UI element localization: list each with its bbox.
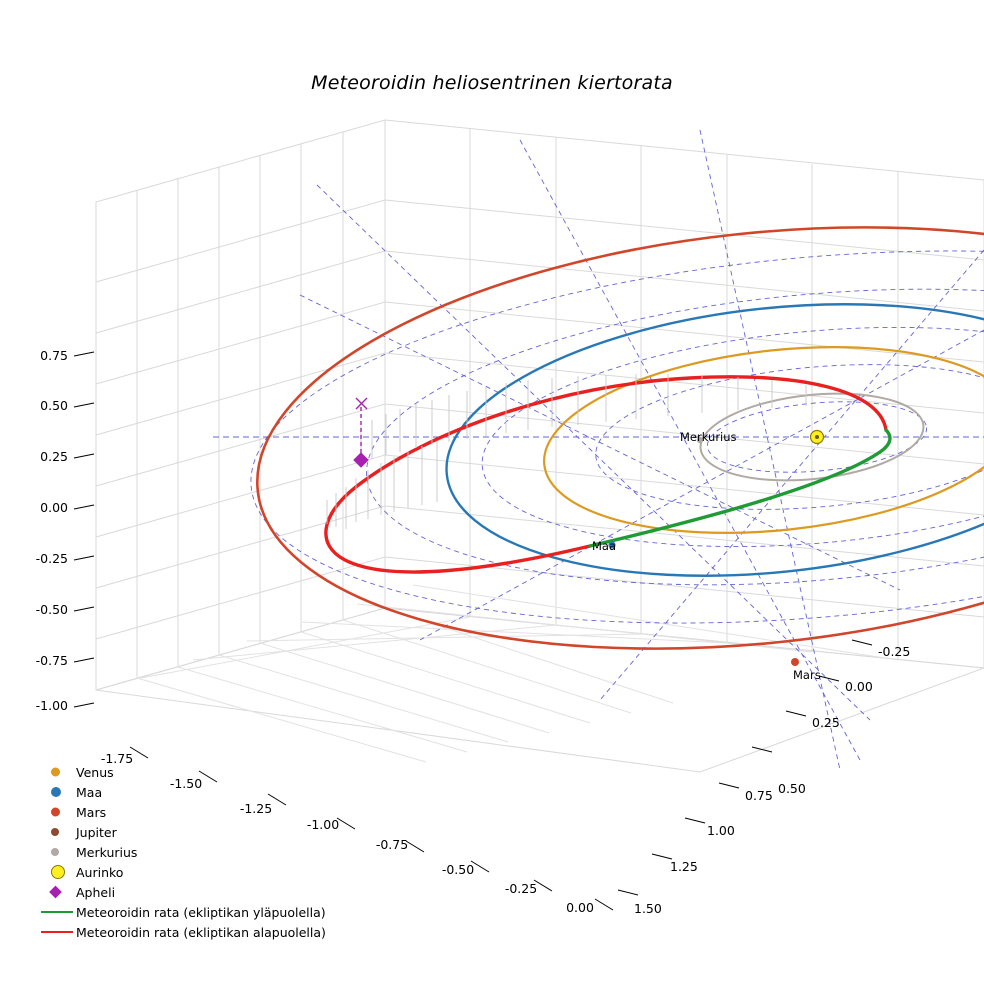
legend-label-above-ecliptic: Meteoroidin rata (ekliptikan yläpuolella) <box>76 904 326 920</box>
label-mars: Mars <box>793 668 821 682</box>
z-tick-2: 0.25 <box>40 449 68 464</box>
z-tick-7: -1.00 <box>35 698 68 713</box>
legend-item-aurinko[interactable] <box>38 862 368 882</box>
legend-label-apheli: Apheli <box>76 884 116 900</box>
legend-item-above-ecliptic[interactable] <box>38 902 368 922</box>
legend-item-jupiter[interactable] <box>38 822 368 842</box>
sun-dot-icon <box>38 862 76 882</box>
y-tick-3: 0.50 <box>778 781 806 796</box>
mercury-dot-icon <box>38 842 76 862</box>
z-tick-6: -0.75 <box>35 653 68 668</box>
y-tick-4: 0.75 <box>745 788 773 803</box>
earth-dot-icon <box>38 782 76 802</box>
y-tick-6: 1.25 <box>670 859 698 874</box>
z-tick-3: 0.00 <box>40 500 68 515</box>
y-tick-0: -0.25 <box>878 644 911 659</box>
red-line-icon <box>38 922 76 942</box>
aphelion-diamond-icon <box>38 882 76 902</box>
sun-marker <box>811 431 824 444</box>
z-tick-4: -0.25 <box>35 551 68 566</box>
z-tick-5: -0.50 <box>35 602 68 617</box>
jupiter-dot-icon <box>38 822 76 842</box>
legend-label-aurinko: Aurinko <box>76 864 124 880</box>
legend-item-mars[interactable] <box>38 802 368 822</box>
venus-dot-icon <box>38 762 76 782</box>
legend-label-maa: Maa <box>76 784 103 800</box>
legend-item-below-ecliptic[interactable] <box>38 922 368 942</box>
x-tick-0: -1.75 <box>100 751 134 766</box>
y-tick-5: 1.00 <box>707 823 735 838</box>
x-tick-7: 0.00 <box>566 900 594 915</box>
legend-label-below-ecliptic: Meteoroidin rata (ekliptikan alapuolella) <box>76 924 326 940</box>
y-axis-ticks <box>618 640 910 916</box>
polar-grid <box>213 130 984 770</box>
mars-dot-icon <box>38 802 76 822</box>
legend-item-merkurius[interactable] <box>38 842 368 862</box>
meteoroid-orbit-above <box>590 430 890 546</box>
x-tick-2: -1.25 <box>239 801 273 816</box>
chart-title: Meteoroidin heliosentrinen kiertorata <box>311 72 673 94</box>
legend-label-venus: Venus <box>76 764 114 780</box>
axes-grid <box>96 120 984 772</box>
y-tick-7: 1.50 <box>634 901 662 916</box>
z-tick-0: 0.75 <box>40 348 68 363</box>
label-merkurius: Merkurius <box>680 430 737 444</box>
z-tick-1: 0.50 <box>40 398 68 413</box>
legend-item-apheli[interactable] <box>38 882 368 902</box>
legend <box>38 762 368 942</box>
legend-label-mars: Mars <box>76 804 107 820</box>
x-tick-1: -1.50 <box>169 776 203 791</box>
orbit-mars <box>236 181 984 694</box>
orbit-venus <box>535 326 984 555</box>
mars-marker <box>791 658 799 666</box>
legend-item-venus[interactable] <box>38 762 368 782</box>
x-tick-3: -1.00 <box>306 817 340 832</box>
y-tick-2: 0.25 <box>812 715 840 730</box>
legend-label-jupiter: Jupiter <box>76 824 117 840</box>
legend-item-maa[interactable] <box>38 782 368 802</box>
green-line-icon <box>38 902 76 922</box>
x-tick-6: -0.25 <box>504 881 538 896</box>
x-tick-4: -0.75 <box>375 837 409 852</box>
x-tick-5: -0.50 <box>441 862 475 877</box>
y-tick-1: 0.00 <box>845 679 873 694</box>
label-maa: Maa <box>592 539 617 553</box>
legend-label-merkurius: Merkurius <box>76 844 138 860</box>
